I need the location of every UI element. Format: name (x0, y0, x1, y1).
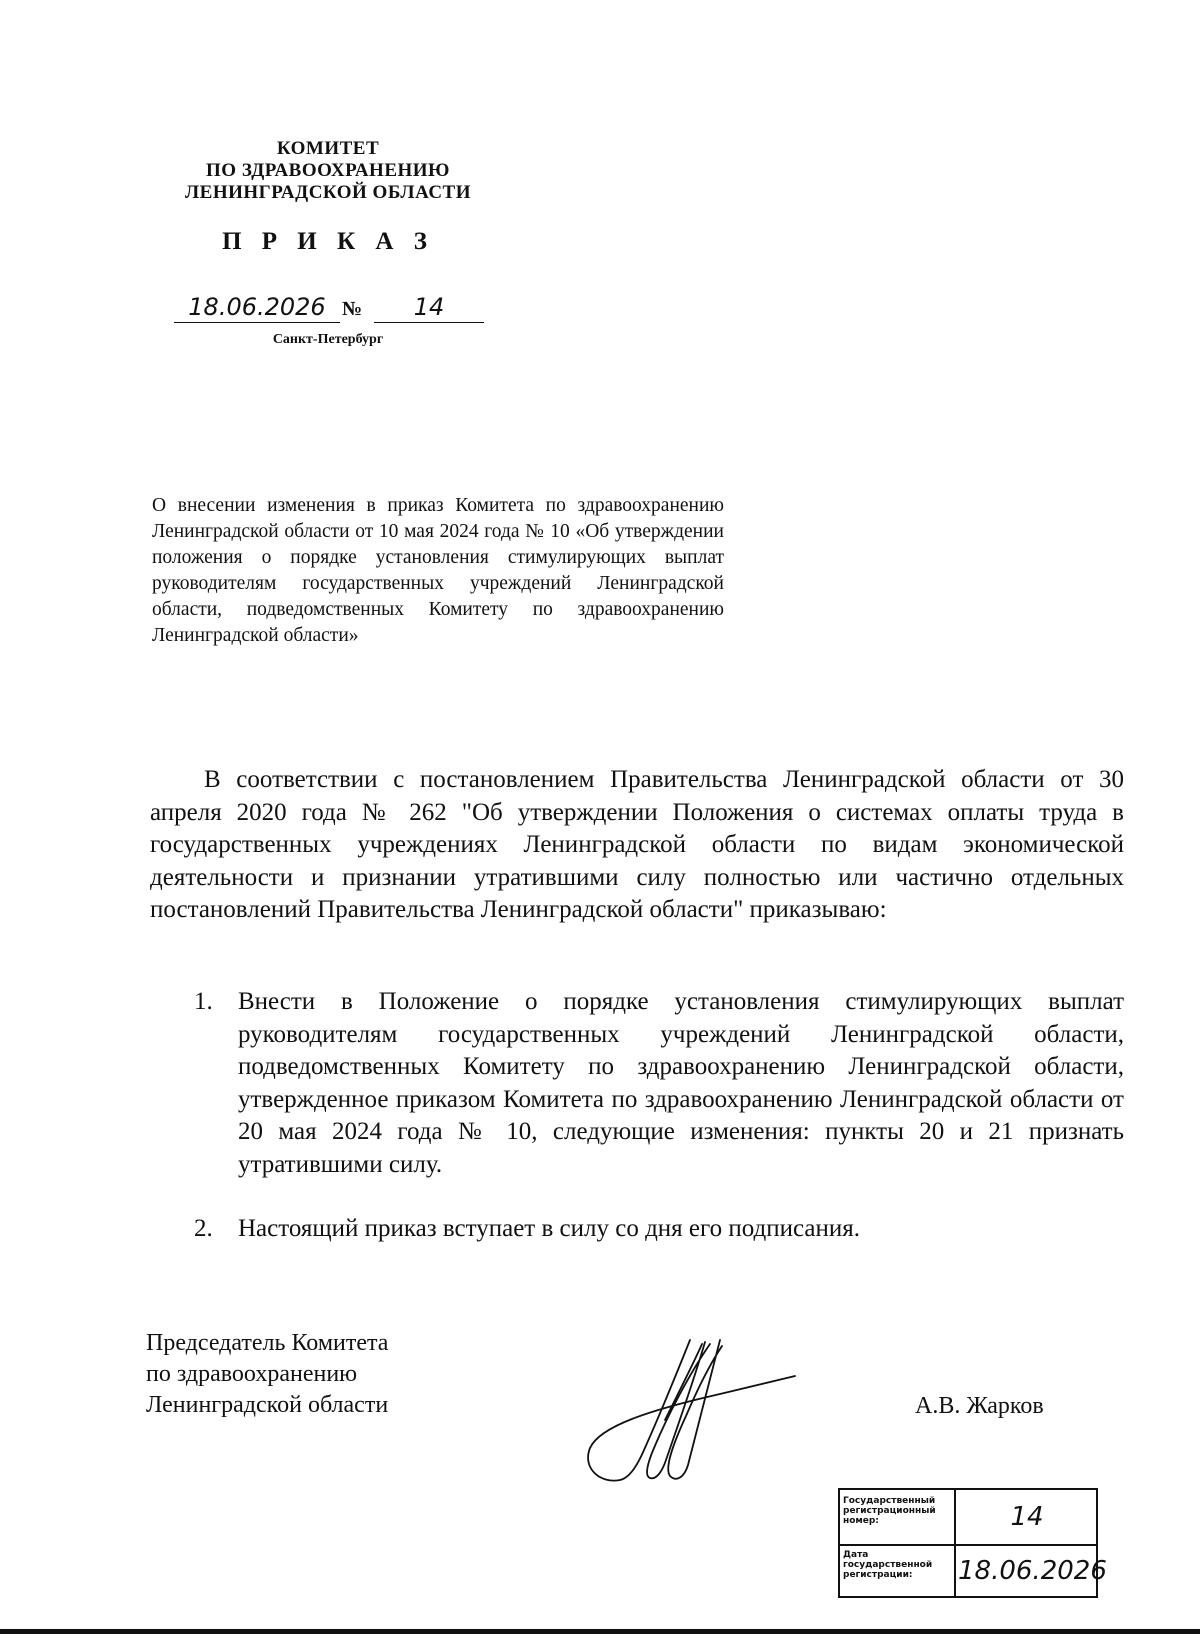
list-item (194, 1213, 1124, 1246)
order-subject: О внесении изменения в приказ Комитета по здравоохранению Ленинградской области от 10 мая 2024 года № 10 «Об утверждении положения о порядке установления стимулирующих выплат руководителям государственных учреждений Ленинградской области, подведомственных Комитету по здравоохранению Ленинградской области» (152, 495, 724, 646)
signer-position-line-1: Председатель Комитета (146, 1330, 389, 1356)
handwritten-signature (570, 1330, 810, 1490)
reg-date-value: 18.06.2026 (958, 1556, 1107, 1586)
issuer-header (160, 138, 496, 204)
issuer-line-2: ПО ЗДРАВООХРАНЕНИЮ (206, 160, 450, 181)
issuer-line-3: ЛЕНИНГРАДСКОЙ ОБЛАСТИ (184, 182, 472, 203)
issuer-line-1: КОМИТЕТ (276, 138, 380, 159)
list-item-number: 1. (194, 988, 213, 1015)
registration-stamp (838, 1488, 1107, 1598)
stamp-row-number (840, 1490, 1096, 1546)
list-item (194, 986, 1124, 1181)
signer-position (146, 1328, 388, 1421)
city-label: Санкт-Петербург (272, 332, 384, 347)
stamp-row-date (840, 1544, 1107, 1598)
order-date: 18.06.2026 (174, 292, 340, 323)
scan-bottom-edge (0, 1629, 1200, 1634)
preamble-paragraph (150, 764, 1124, 927)
list-item-text: Настоящий приказ вступает в силу со дня его подписания. (238, 1215, 861, 1242)
reg-date-label: Дата государственной регистрации: (843, 1550, 933, 1580)
reg-number-value: 14 (1010, 1502, 1044, 1532)
document-type-title: П Р И К А З (222, 228, 434, 255)
reg-number-label: Государственный регистрационный номер: (843, 1496, 936, 1526)
signer-position-line-3: Ленинградской области (146, 1392, 389, 1418)
signer-name: А.В. Жарков (915, 1393, 1044, 1419)
number-label: № (342, 298, 363, 320)
order-number: 14 (374, 292, 484, 323)
preamble-text: В соответствии с постановлением Правительства Ленинградской области от 30 апреля 2020 года № 262 "Об утверждении Положения о системах оплаты труда в государственных учреждениях Ленинградской области по видам экономической деятельности и признании утратившими силу полностью или частично отдельных постановлений Правительства Ленинградской области" приказываю: (150, 766, 1124, 923)
stamp-divider (954, 1490, 956, 1544)
list-item-number: 2. (194, 1215, 213, 1242)
signer-position-line-2: по здравоохранению (146, 1361, 358, 1387)
order-date-number-line (170, 292, 488, 326)
stamp-divider (954, 1544, 956, 1598)
order-items-list (194, 986, 1124, 1246)
list-item-text: Внести в Положение о порядке установления стимулирующих выплат руководителям государственных учреждений Ленинградской области, подведомственных Комитету по здравоохранению Ленинградской области, утвержденное приказом Комитета по здравоохранению Ленинградской области от 20 мая 2024 года № 10, следующие изменения: пункты 20 и 21 признать утратившими силу. (238, 988, 1124, 1178)
